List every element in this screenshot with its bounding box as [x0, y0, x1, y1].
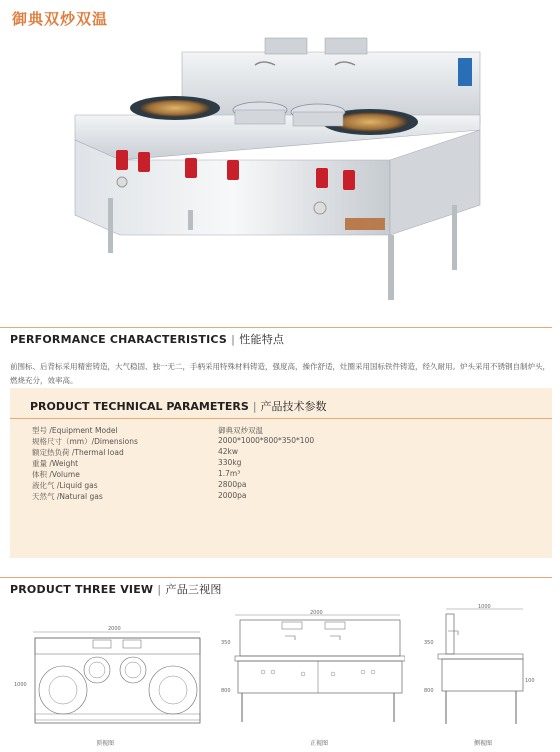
page-title: 御典双炒双温: [12, 10, 109, 28]
param-value-model: 御典双炒双温: [218, 426, 263, 435]
param-value-dimensions: 2000*1000*800*350*100: [218, 436, 315, 445]
performance-heading-cn: 性能特点: [239, 333, 285, 346]
param-value-weight: 330kg: [218, 458, 242, 467]
side-view-leg-dim: 800: [424, 688, 434, 694]
top-view-depth-dim: 1000: [14, 682, 27, 688]
performance-text: 前围标、后背标采用精密铸造，大气稳固、独一无二，手柄采用特殊材料铸造，强度高，操作舒适，灶圈采用国标铁件铸造，经久耐用。炉头采用不锈钢自制炉头，燃烧充分，效率高。: [10, 362, 550, 385]
side-view-front-dim: 100: [525, 678, 535, 684]
parameters-panel: [10, 388, 552, 558]
three-view-heading-cn: 产品三视图: [165, 583, 222, 596]
side-view-label: 侧视图: [474, 740, 493, 747]
param-label-weight: 重量 /Weight: [32, 459, 79, 468]
param-value-natural-gas: 2000pa: [218, 491, 247, 500]
parameters-divider: [10, 418, 552, 419]
param-label-model: 型号 /Equipment Model: [32, 426, 118, 435]
section-divider: [0, 327, 552, 328]
section-divider-2: [0, 577, 552, 578]
param-value-liquid-gas: 2800pa: [218, 480, 247, 489]
three-view-heading: PRODUCT THREE VIEW | 产品三视图: [10, 583, 222, 596]
param-label-volume: 体积 /Volume: [32, 470, 80, 479]
front-view-width-dim: 2000: [310, 610, 323, 616]
param-value-volume: 1.7m³: [218, 469, 241, 478]
top-view-label: 顶视图: [96, 740, 115, 747]
parameters-heading-en: PRODUCT TECHNICAL PARAMETERS: [30, 400, 249, 413]
side-view-height-dim: 350: [424, 640, 434, 646]
performance-heading-en: PERFORMANCE CHARACTERISTICS: [10, 333, 228, 346]
top-view-drawing: [25, 628, 205, 728]
front-view-drawing: [230, 612, 405, 730]
front-view-leg-dim: 800: [221, 688, 231, 694]
product-photo: [60, 30, 500, 315]
three-view-heading-en: PRODUCT THREE VIEW: [10, 583, 154, 596]
side-view-drawing: [428, 606, 528, 728]
front-view-label: 正视图: [310, 740, 329, 747]
param-label-natural-gas: 天然气 /Natural gas: [32, 492, 103, 501]
param-label-thermal: 额定热负荷 /Thermal load: [32, 448, 124, 457]
parameters-heading: PRODUCT TECHNICAL PARAMETERS | 产品技术参数: [30, 400, 327, 413]
top-view-width-dim: 2000: [108, 626, 121, 632]
performance-heading: PERFORMANCE CHARACTERISTICS | 性能特点: [10, 333, 285, 346]
parameters-heading-cn: 产品技术参数: [260, 400, 327, 413]
front-view-height-dim: 350: [221, 640, 231, 646]
param-label-dimensions: 规格尺寸（mm）/Dimensions: [32, 437, 138, 446]
param-value-thermal: 42kw: [218, 447, 239, 456]
side-view-depth-dim: 1000: [478, 604, 491, 610]
param-label-liquid-gas: 液化气 /Liquid gas: [32, 481, 98, 490]
